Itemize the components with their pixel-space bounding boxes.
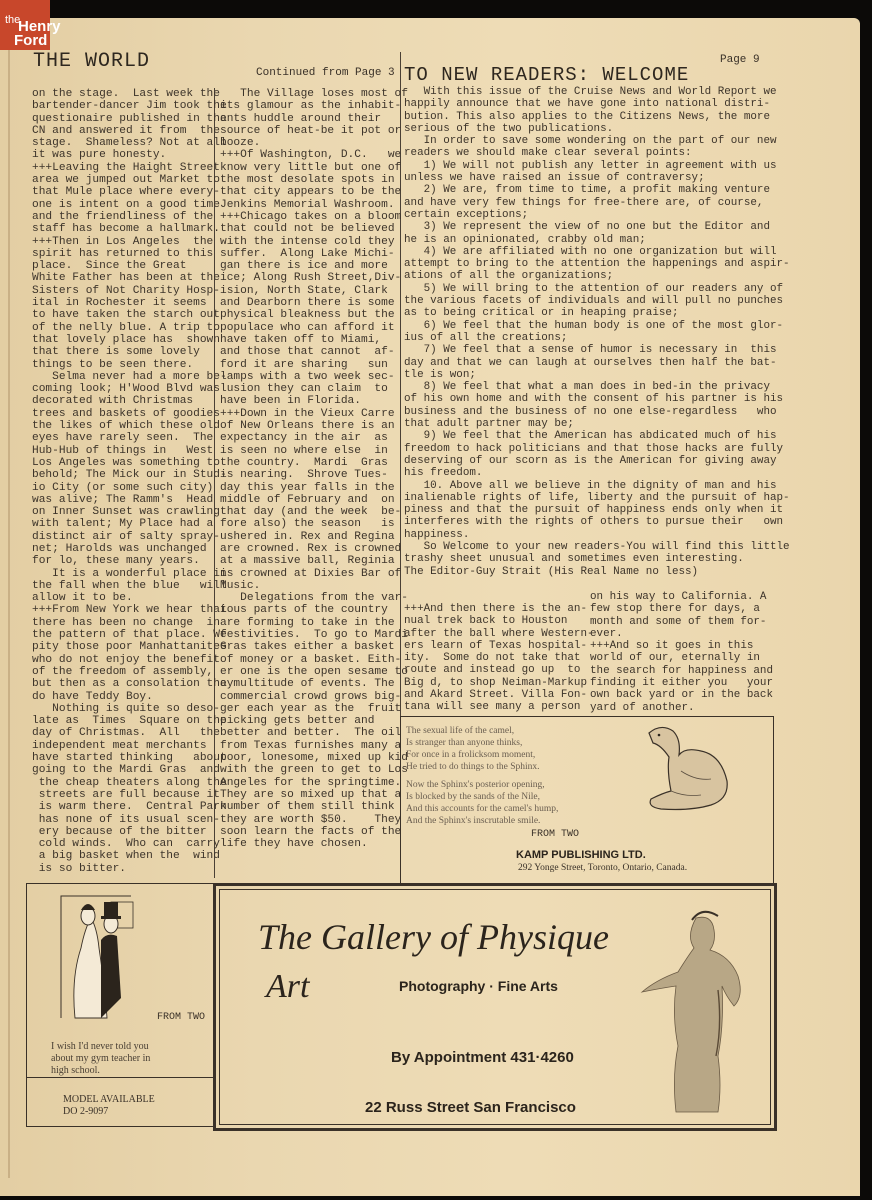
cartoon-ad-from: FROM TWO [157,1012,206,1023]
cartoon-ad [26,883,214,1127]
gallery-title-art: Art [266,968,310,1005]
gallery-address: 22 Russ Street San Francisco [365,1099,576,1116]
camel-poem-stanza-1: The sexual life of the camel, Is stranger than anyone thinks, For once in a frolicksom moment, He tried to do things to the Sphinx. [406,726,540,772]
gallery-of-physique-ad [213,883,777,1131]
page-number: Page 9 [720,54,760,66]
camel-ad [400,716,774,884]
world-column-3: +++And then there is the an- nual trek back to Houston after the ball where Western- ers learn of Texas hospital- ity. Some do not take that route and instead go up to Big d, to shop Neiman-Markup and Akard Street. Villa Fon- tana will see many a person [404,603,594,714]
figure-photograph [626,906,756,1116]
wedding-cartoon [41,888,156,1023]
world-column-2: The Village loses most of its glamour as the inhabit- ants huddle around their source of heat-be it pot or booze. +++Of Washington, D.C. we know very little but one of the most desolate spots in that city appears to be the Jenkins Memorial Washroom. +++Chicago takes on a bloom that could not be believed with the intense cold they suffer. Along Lake Michi- gan there is ice and more ice; Along Rush Street,Div- ision, North State, Clark and Dearborn there is some physical bleakness but the populace who can afford it have taken off to Miami, and those that cannot af- ford it are sharing sun lamps with a two week sec- lusion they can claim to have been in Florida. +++Down in the Vieux Carre of New Orleans there is an expectancy in the air as is seen no where else in the country. Mardi Gras is nearing. Shrove Tues- day this year falls in the middle of February and on that day (and the week be- fore also) the season is ushered in. Rex and Regina are crowned. Rex is crowned at a massive ball, Reginia is crowned at Dixies Bar of Music. Delegations from the var- ious parts of the country are forming to take in the festivities. To go to Mardi Gras takes either a basket of money or a basket. Eith- er one is the open sesame to a multitude of events. The commercial crowd grows big- ger each year as the fruit picking gets better and better and better. The oil from Texas furnishes many a poor, lonesome, mixed up kid with the green to get to Los Angeles for the springtime. They are so mixed up that a number of them still think they are worth $50. They soon learn the facts of the life they have chosen. [220,88,408,851]
camel-ad-address: 292 Yonge Street, Toronto, Ontario, Canada. [518,863,688,873]
camel-ad-from: FROM TWO [531,829,580,840]
continued-note: Continued from Page 3 [256,67,395,79]
page-fold-line [8,18,10,1178]
world-column-1: on the stage. Last week the bartender-dancer Jim took the questionaire published in the CN and answered it from the stage. Shameless? Not at all it was pure honesty. +++Leaving the Haight Street area we jumped out Market to that Mule place where every- one is intent on a good time and the friendliness of the staff has become a hallmark. +++Then in Los Angeles the spirit has returned to this place. Since the Great White Father has been at the Sisters of Not Charity Hosp- ital in Rochester it seems to have taken the starch out of the nelly blue. A trip to that lovely place has shown that there is some lovely things to be seen there. Selma never had a more be- coming look; H'Wood Blvd was decorated with Christmas trees and baskets of goodies the likes of which these old eyes have rarely seen. The Hub-Hub of things in West Los Angeles was something to behold; The Mick our in Stud- io City (or some such city) was alive; The Ramm's Head on Inner Sunset was crawling with talent; My Place had a distinct air of salty spray- net; Harolds was unchanged for lo, these many years. It is a wonderful place in the fall when the blue will allow it to be. +++From New York we hear that there has been no change in the pattern of that place. We pity those poor Manhattanites who do not enjoy the benefit of the freedom of assembly, but then as a consolation they do have Teddy Boy. Nothing is quite so deso- late as Times Square on the day of Christmas. All the independent meat merchants have started thinking about going to the Mardi Gras and the cheap theaters along the streets are full because it is warm there. Central Park has none of its usual scen- ery because of the bitter cold winds. Who can carry a big basket when the wind is so bitter. [32,88,234,875]
model-available-notice: MODEL AVAILABLE DO 2-9097 [63,1094,155,1117]
divider [27,1077,213,1078]
henry-ford-logo: the Henry Ford [0,0,50,50]
gallery-title: The Gallery of Physique [258,917,609,957]
gallery-services: Photography · Fine Arts [399,978,558,994]
section-title-the-world: THE WORLD [33,50,151,73]
camel-illustration [641,721,741,821]
gallery-appointment-phone: By Appointment 431·4260 [391,1049,574,1066]
section-title-welcome: TO NEW READERS: WELCOME [404,64,690,86]
cartoon-caption: I wish I'd never told you about my gym teacher in high school. [51,1041,151,1076]
camel-ad-publisher: KAMP PUBLISHING LTD. [516,849,646,861]
world-column-4: on his way to California. A few stop there for days, a month and some of them for- ever. +++And so it goes in this world of our, eternally in the search for happiness and finding it either you your own back yard or in the back yard of another. [590,591,773,714]
welcome-editorial: With this issue of the Cruise News and World Report we happily announce that we have gone into national distri- bution. This also applies to the Citizens News, the more serious of the two publications. In order to save some wondering on the part of our new readers we should make clear several points: 1) We will not publish any letter in agreement with us unless we have raised an issue of contraversy; 2) We are, from time to time, a profit making venture and have very few things for free-there are, of course, certain exceptions; 3) We represent the view of no one but the Editor and he is an opinionated, crabby old man; 4) We are affiliated with no one organization but will attempt to bring to the attention the happenings and aspir- ations of all the organizations; 5) We will bring to the attention of our readers any of the various facets of individuals and will pull no punches as to being critical or in heaping praise; 6) We feel that the human body is one of the most glor- ius of all the creations; 7) We feel that a sense of humor is necessary in this day and that we can laugh at ourselves then half the bat- tle is won; 8) We feel that what a man does in bed-in the privacy of his own home and with the consent of his partner is his business and the business of no one else-regardless who that adult partner may be; 9) We feel that the American has abdicated much of his freedom to hack politicians and that those hacks are fully deserving of our scorn as is the American for giving away his freedom. 10. Above all we believe in the dignity of man and his inalienable rights of life, liberty and the pursuit of hap- piness and that the pursuit of happiness ends only when it interferes with the rights of others to pursue their own happiness. So Welcome to your new readers-You will find this little trashy sheet unusual and sometimes even interesting. The Editor-Guy Strait (His Real Name no less) [404,86,790,578]
camel-poem-stanza-2: Now the Sphinx's posterior opening, Is blocked by the sands of the Nile, And this accounts for the camel's hump, And the Sphinx's inscrutable smile. [406,780,559,826]
